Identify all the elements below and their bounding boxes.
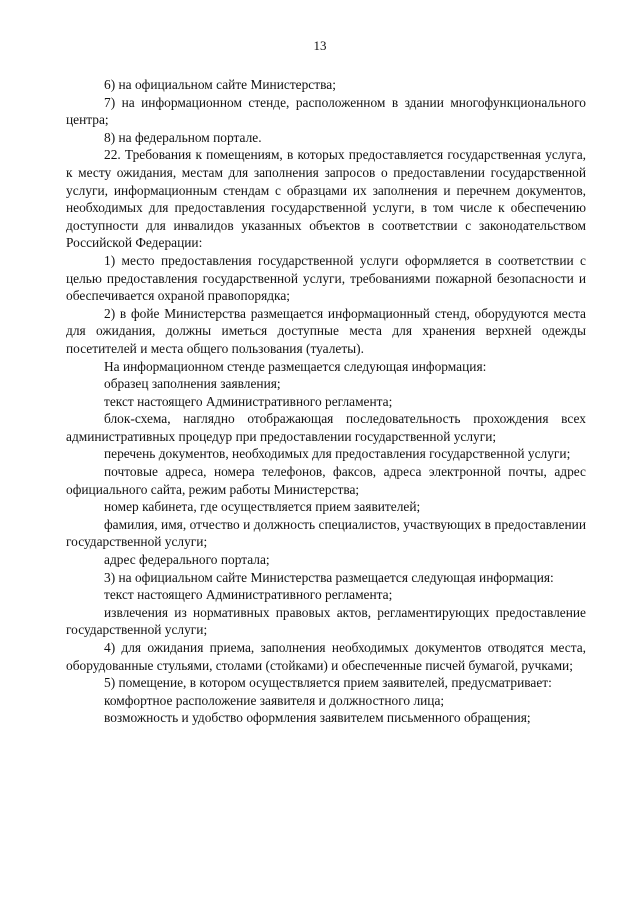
paragraph: 5) помещение, в котором осуществляется прием заявителей, предусматривает: — [104, 675, 552, 691]
paragraph: 22. Требования к помещениям, в которых предоставляется государственная услуга, к месту ожидания, местам для заполнения запросов о предоставлении государственной услуги, информационным стендам с образцами их заполнения и перечнем документов, необходимых для предоставления государственной услуги, в том числе к обеспечению доступности для инвалидов указанных объектов в соответствии с законодательством Российской Федерации: — [66, 147, 586, 251]
paragraph: извлечения из нормативных правовых актов, регламентирующих предоставление государственной услуги; — [66, 604, 586, 638]
paragraph: блок-схема, наглядно отображающая последовательность прохождения всех административных процедур при предоставлении государственной услуги; — [66, 411, 586, 444]
paragraph: почтовые адреса, номера телефонов, факсов, адреса электронной почты, адрес официального сайта, режим работы Министерства; — [66, 464, 586, 497]
paragraph: образец заполнения заявления; — [104, 376, 281, 392]
page-number: 13 — [313, 38, 327, 53]
paragraph: 1) место предоставления государственной услуги оформляется в соответствии с целью предоставления государственной услуги, требованиями пожарной безопасности и обеспечивается охраной правопорядка; — [66, 252, 586, 304]
paragraph: 2) в фойе Министерства размещается информационный стенд, оборудуются места для ожидания, должны иметься доступные места для хранения верхней одежды посетителей и места общего пользования (туалеты). — [66, 305, 586, 356]
paragraph: На информационном стенде размещается следующая информация: — [104, 358, 487, 374]
paragraph: комфортное расположение заявителя и должностного лица; — [104, 692, 445, 708]
document-body — [66, 76, 586, 727]
paragraph: возможность и удобство оформления заявителем письменного обращения; — [104, 710, 531, 726]
paragraph: 6) на официальном сайте Министерства; — [104, 77, 336, 92]
paragraph: текст настоящего Административного регламента; — [104, 393, 393, 409]
paragraph: перечень документов, необходимых для предоставления государственной услуги; — [104, 446, 571, 462]
paragraph: номер кабинета, где осуществляется прием заявителей; — [104, 499, 421, 515]
paragraph: текст настоящего Административного регламента; — [104, 587, 393, 603]
paragraph: 3) на официальном сайте Министерства размещается следующая информация: — [104, 569, 554, 585]
paragraph: 8) на федеральном портале. — [104, 129, 262, 145]
paragraph: адрес федерального портала; — [104, 552, 270, 568]
paragraph: фамилия, имя, отчество и должность специалистов, участвующих в предоставлении государственной услуги; — [66, 516, 586, 550]
paragraph: 7) на информационном стенде, расположенном в здании многофункционального центра; — [66, 94, 586, 128]
paragraph: 4) для ожидания приема, заполнения необходимых документов отводятся места, оборудованные стульями, столами (стойками) и обеспеченные писчей бумагой, ручками; — [66, 640, 586, 673]
